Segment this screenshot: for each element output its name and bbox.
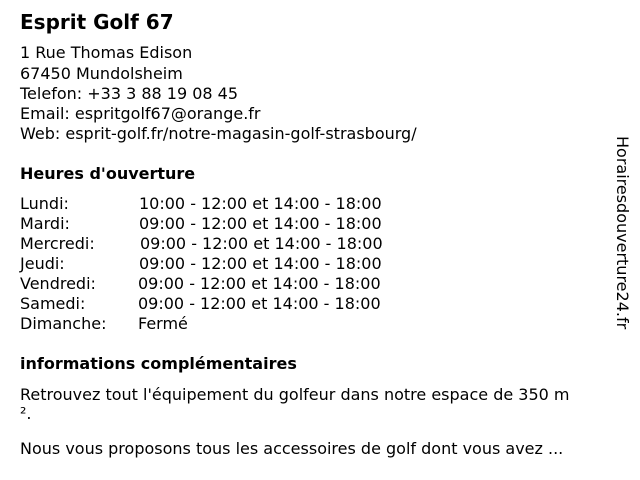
hours-row bbox=[20, 274, 440, 294]
address-line-1: 1 Rue Thomas Edison bbox=[20, 43, 193, 62]
hours-day: Lundi: bbox=[20, 194, 69, 213]
hours-time: 10:00 - 12:00 et 14:00 - 18:00 bbox=[139, 194, 382, 213]
hours-day: Dimanche: bbox=[20, 314, 107, 333]
phone-line: Telefon: +33 3 88 19 08 45 bbox=[20, 84, 239, 103]
hours-day: Mercredi: bbox=[20, 234, 95, 253]
hours-row bbox=[20, 234, 440, 254]
hours-heading: Heures d'ouverture bbox=[20, 164, 196, 183]
hours-row bbox=[20, 254, 440, 274]
email-line: Email: espritgolf67@orange.fr bbox=[20, 104, 261, 123]
description-line: Nous vous proposons tous les accessoires de golf dont vous avez ... bbox=[20, 439, 564, 458]
hours-time: 09:00 - 12:00 et 14:00 - 18:00 bbox=[138, 274, 381, 293]
hours-day: Jeudi: bbox=[20, 254, 65, 273]
hours-time: 09:00 - 12:00 et 14:00 - 18:00 bbox=[140, 234, 383, 253]
description-line: ². bbox=[20, 404, 32, 423]
hours-time: 09:00 - 12:00 et 14:00 - 18:00 bbox=[139, 254, 382, 273]
site-watermark: Horairesdouverture24.fr bbox=[613, 136, 632, 330]
info-heading: informations complémentaires bbox=[20, 354, 297, 373]
web-line: Web: esprit-golf.fr/notre-magasin-golf-strasbourg/ bbox=[20, 124, 417, 143]
hours-day: Vendredi: bbox=[20, 274, 96, 293]
hours-time: 09:00 - 12:00 et 14:00 - 18:00 bbox=[139, 214, 382, 233]
address-line-2: 67450 Mundolsheim bbox=[20, 64, 183, 83]
description-line: Retrouvez tout l'équipement du golfeur dans notre espace de 350 m bbox=[20, 385, 570, 404]
hours-row bbox=[20, 294, 440, 314]
hours-time: 09:00 - 12:00 et 14:00 - 18:00 bbox=[138, 294, 381, 313]
hours-row bbox=[20, 194, 440, 214]
hours-time: Fermé bbox=[138, 314, 188, 333]
hours-row bbox=[20, 314, 440, 334]
hours-day: Samedi: bbox=[20, 294, 86, 313]
hours-day: Mardi: bbox=[20, 214, 70, 233]
hours-row bbox=[20, 214, 440, 234]
store-name: Esprit Golf 67 bbox=[20, 10, 174, 34]
